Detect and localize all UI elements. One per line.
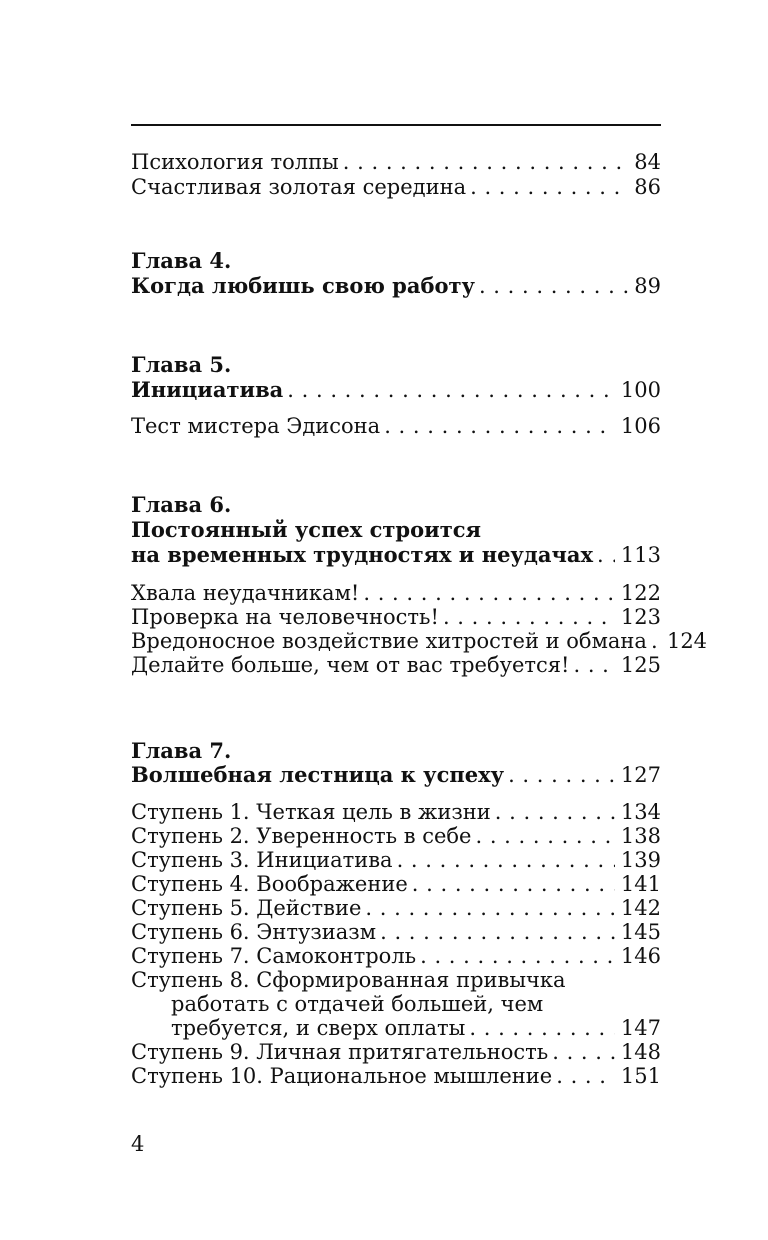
toc-entry-page: 122 <box>620 581 661 605</box>
chapter-title: Инициатива <box>131 377 284 402</box>
toc-entry-title: Ступень 2. Уверенность в себе <box>131 824 472 848</box>
toc-entry-title: Проверка на человечность! <box>131 605 439 629</box>
toc-entry <box>131 149 661 175</box>
dot-leader <box>376 919 615 945</box>
dot-leader <box>361 895 615 921</box>
toc-entry-page: 84 <box>634 150 661 174</box>
toc-entry-page: 134 <box>620 800 661 824</box>
toc-entry <box>131 871 661 897</box>
toc-entry-title: Ступень 10. Рациональное мышление <box>131 1064 553 1088</box>
toc-entry-page: 124 <box>666 629 708 653</box>
toc-entry-page: 151 <box>620 1064 661 1088</box>
toc-entry-continuation <box>171 991 661 1017</box>
dot-leader <box>475 273 628 299</box>
toc-entry-page: 139 <box>620 848 661 872</box>
dot-leader <box>471 823 614 849</box>
toc-entry-page: 123 <box>620 605 661 629</box>
dot-leader <box>466 174 628 200</box>
chapter-title-line <box>131 517 661 543</box>
toc-entry <box>131 628 708 654</box>
toc-entry-title: Ступень 3. Инициатива <box>131 848 393 872</box>
chapter-label <box>131 248 661 274</box>
toc-entry-page: 148 <box>620 1040 661 1064</box>
header-rule <box>131 124 661 126</box>
toc-entry-page: 125 <box>620 653 661 677</box>
dot-leader <box>465 1015 615 1041</box>
dot-leader <box>548 1039 615 1065</box>
toc-entry <box>131 895 661 921</box>
toc-entry <box>131 604 661 630</box>
toc-entry-title: Ступень 7. Самоконтроль <box>131 944 417 968</box>
chapter-title: Когда любишь свою работу <box>131 273 475 298</box>
toc-entry <box>131 967 661 993</box>
toc-entry-title: Хвала неудачникам! <box>131 581 360 605</box>
toc-entry-title: Ступень 6. Энтузиазм <box>131 920 377 944</box>
dot-leader <box>491 799 615 825</box>
toc-entry-title: Ступень 8. Сформированная привычка <box>131 968 566 992</box>
toc-entry-title: работать с отдачей большей, чем <box>171 992 544 1016</box>
dot-leader <box>504 762 615 788</box>
dot-leader <box>416 943 615 969</box>
chapter-number: Глава 7. <box>131 738 232 763</box>
chapter-title-entry <box>131 542 661 568</box>
chapter-number: Глава 5. <box>131 352 232 377</box>
toc-entry <box>131 580 661 606</box>
toc-entry <box>131 847 661 873</box>
dot-leader <box>569 652 614 678</box>
dot-leader <box>552 1063 615 1089</box>
toc-entry <box>131 413 661 439</box>
toc-entry-title: Делайте больше, чем от вас требуется! <box>131 653 570 677</box>
toc-entry-page: 146 <box>620 944 661 968</box>
toc-entry-title: требуется, и сверх оплаты <box>171 1016 466 1040</box>
dot-leader <box>647 628 661 654</box>
toc-entry-page: 138 <box>620 824 661 848</box>
dot-leader <box>439 604 615 630</box>
dot-leader <box>408 871 615 897</box>
toc-entry-title: Ступень 4. Воображение <box>131 872 408 896</box>
toc-entry-page: 106 <box>620 414 661 438</box>
chapter-title: на временных трудностях и неудачах <box>131 542 593 567</box>
toc-entry <box>131 919 661 945</box>
toc-entry-page: 141 <box>620 872 661 896</box>
toc-entry-title: Счастливая золотая середина <box>131 175 467 199</box>
toc-entry-page: 100 <box>620 378 661 402</box>
chapter-title-entry <box>131 273 661 299</box>
toc-entry-continuation <box>171 1015 661 1041</box>
chapter-number: Глава 4. <box>131 248 232 273</box>
chapter-title: Волшебная лестница к успеху <box>131 762 505 787</box>
toc-entry-page: 145 <box>620 920 661 944</box>
dot-leader <box>380 413 615 439</box>
page-number: 4 <box>131 1132 145 1156</box>
dot-leader <box>283 377 615 403</box>
dot-leader <box>393 847 615 873</box>
toc-entry-title: Вредоносное воздействие хитростей и обмана <box>131 629 647 653</box>
chapter-title-entry <box>131 762 661 788</box>
toc-entry <box>131 799 661 825</box>
chapter-label <box>131 352 661 378</box>
toc-entry-title: Ступень 5. Действие <box>131 896 362 920</box>
toc-entry <box>131 1039 661 1065</box>
toc-entry-title: Тест мистера Эдисона <box>131 414 381 438</box>
toc-entry-page: 89 <box>634 274 661 298</box>
toc-entry <box>131 652 661 678</box>
chapter-title: Постоянный успех строится <box>131 517 482 542</box>
toc-entry <box>131 1063 661 1089</box>
toc-entry-page: 147 <box>620 1016 661 1040</box>
dot-leader <box>359 580 615 606</box>
chapter-title-entry <box>131 377 661 403</box>
toc-entry <box>131 823 661 849</box>
toc-entry-page: 86 <box>634 175 661 199</box>
toc-entry-title: Психология толпы <box>131 150 339 174</box>
chapter-label <box>131 738 661 764</box>
toc-entry <box>131 943 661 969</box>
toc-entry-title: Ступень 1. Четкая цель в жизни <box>131 800 491 824</box>
chapter-label <box>131 492 661 518</box>
dot-leader <box>593 542 615 568</box>
toc-entry <box>131 174 661 200</box>
toc-entry-title: Ступень 9. Личная притягательность <box>131 1040 549 1064</box>
toc-entry-page: 142 <box>620 896 661 920</box>
chapter-number: Глава 6. <box>131 492 232 517</box>
dot-leader <box>339 149 628 175</box>
toc-entry-page: 113 <box>620 543 661 567</box>
toc-entry-page: 127 <box>620 763 661 787</box>
